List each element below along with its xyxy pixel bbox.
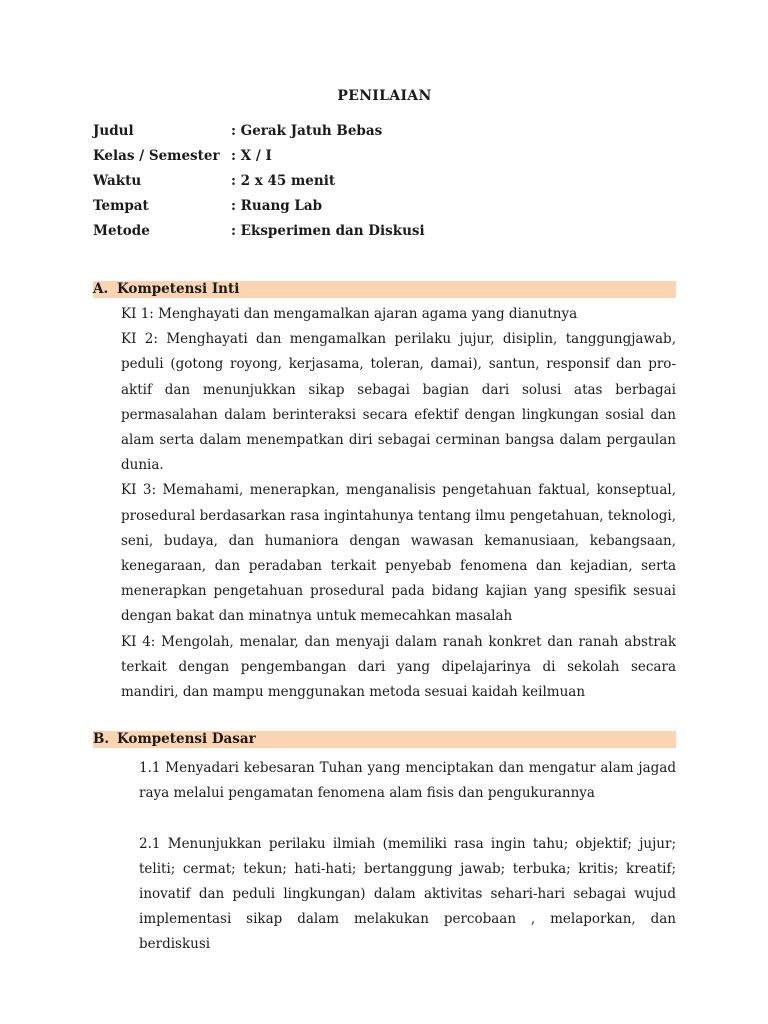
meta-label: Metode: [93, 222, 150, 239]
section-heading-kompetensi-dasar: [93, 731, 676, 748]
ki-item-3: KI 3: Memahami, menerapkan, menganalisis pengetahuan faktual, konseptual, prosedural berdasarkan rasa ingintahunya tentang ilmu pengetahuan, teknologi, seni, budaya, dan humaniora dengan wawasan kemanusiaan, kebangsaan, kenegaraan, dan peradaban terkait penyebab fenomena dan kejadian, serta menerapkan pengetahuan prosedural pada bidang kajian yang spesifik sesuai dengan bakat dan minatnya untuk memecahkan masalah: [121, 482, 676, 625]
meta-label: Kelas / Semester: [93, 147, 220, 164]
document-page: [93, 86, 676, 958]
meta-row-waktu: [93, 168, 676, 193]
section-heading-kompetensi-inti: [93, 281, 676, 298]
section-title: Kompetensi Dasar: [117, 731, 256, 748]
meta-label: Judul: [93, 122, 134, 139]
meta-row-metode: [93, 218, 676, 243]
section-title: Kompetensi Inti: [117, 281, 240, 297]
ki-item-2: KI 2: Menghayati dan mengamalkan perilaku jujur, disiplin, tanggungjawab, peduli (gotong royong, kerjasama, toleran, damai), santun, responsif dan pro-aktif dan menunjukkan sikap sebagai bagian dari solusi atas berbagai permasalahan dalam berinteraksi secara efektif dengan lingkungan sosial dan alam serta dalam menempatkan diri sebagai cerminan bangsa dalam pergaulan dunia.: [121, 331, 676, 474]
ki-item-4: KI 4: Mengolah, menalar, dan menyaji dalam ranah konkret dan ranah abstrak terkait dengan pengembangan dari yang dipelajarinya di sekolah secara mandiri, dan mampu menggunakan metoda sesuai kaidah keilmuan: [121, 633, 676, 701]
section-letter: A.: [93, 281, 109, 297]
meta-value: : Eksperimen dan Diskusi: [231, 222, 425, 239]
meta-value: : Ruang Lab: [231, 197, 323, 214]
meta-table: [93, 118, 676, 243]
meta-row-tempat: [93, 193, 676, 218]
document-title: PENILAIAN: [337, 88, 432, 104]
meta-row-kelas: [93, 143, 676, 168]
kd-item-2: 2.1 Menunjukkan perilaku ilmiah (memiliki rasa ingin tahu; objektif; jujur; teliti; cermat; tekun; hati-hati; bertanggung jawab; terbuka; kritis; kreatif; inovatif dan peduli lingkungan) dalam aktivitas sehari-hari sebagai wujud implementasi sikap dalam melakukan percobaan , melaporkan, dan berdiskusi: [139, 835, 676, 953]
meta-value: : 2 x 45 menit: [231, 172, 336, 189]
paragraph-spacer: [139, 807, 676, 832]
kompetensi-inti-list: [93, 302, 676, 705]
meta-value: : X / I: [231, 147, 272, 164]
ki-item-1: KI 1: Menghayati dan mengamalkan ajaran agama yang dianutnya: [121, 306, 578, 322]
section-letter: B.: [93, 731, 110, 748]
meta-row-judul: [93, 118, 676, 143]
meta-label: Tempat: [93, 197, 149, 214]
kompetensi-dasar-list: [93, 756, 676, 957]
meta-label: Waktu: [93, 172, 142, 189]
meta-value: : Gerak Jatuh Bebas: [231, 122, 383, 139]
kd-item-1: 1.1 Menyadari kebesaran Tuhan yang menciptakan dan mengatur alam jagad raya melalui pengamatan fenomena alam fisis dan pengukurannya: [139, 760, 676, 802]
